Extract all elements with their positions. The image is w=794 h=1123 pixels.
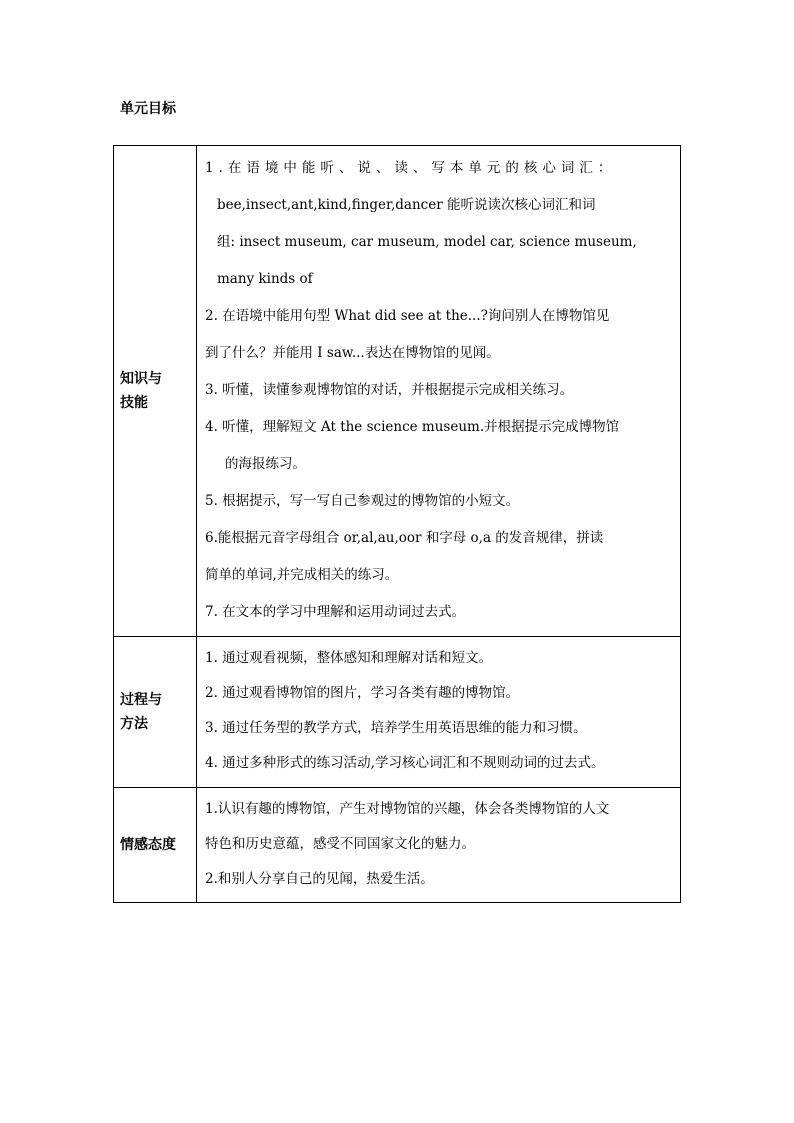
table-row-attitudes (114, 788, 681, 903)
list-item (205, 594, 676, 631)
table-row-process-methods (114, 637, 681, 788)
list-item (205, 298, 676, 372)
item-text-line: 简单的单词,并完成相关的练习。 (205, 567, 399, 583)
list-item (205, 520, 676, 594)
content-cell (197, 146, 681, 637)
item-text-line: 1.在语境中能听、说、读、写本单元的核心词汇： (205, 160, 617, 176)
unit-objectives-table (113, 145, 681, 903)
list-item: 1. 通过观看视频，整体感知和理解对话和短文。 (205, 650, 493, 666)
item-text-line: 7. 在文本的学习中理解和运用动词过去式。 (205, 604, 466, 620)
item-text-line: many kinds of (217, 271, 313, 287)
list-item (205, 372, 676, 409)
item-text-line: 特色和历史意蕴，感受不同国家文化的魅力。 (205, 836, 475, 852)
list-item: 3. 通过任务型的教学方式，培养学生用英语思维的能力和习惯。 (205, 720, 587, 736)
category-cell (114, 637, 197, 788)
category-label-attitudes: 情感态度 (120, 837, 176, 853)
table-row-knowledge-skills (114, 146, 681, 637)
item-text-line: 的海报练习。 (225, 456, 306, 472)
item-text-line: 2. 在语境中能用句型 What did see at the...?询问别人在博物馆见 (205, 308, 610, 324)
list-item: 4. 通过多种形式的练习活动,学习核心词汇和不规则动词的过去式。 (205, 755, 605, 771)
list-item (205, 409, 676, 483)
item-text-line: 1.认识有趣的博物馆，产生对博物馆的兴趣，体会各类博物馆的人文 (205, 801, 610, 817)
item-text-line: 6.能根据元音字母组合 or,al,au,oor 和字母 o,a 的发音规律，拼读 (205, 530, 604, 546)
item-text-line: 4. 听懂，理解短文 At the science museum.并根据提示完成博物馆 (205, 419, 620, 435)
content-cell (197, 637, 681, 788)
category-label-knowledge-skills: 知识与 技能 (120, 371, 162, 411)
item-text-line: 3. 听懂，读懂参观博物馆的对话，并根据提示完成相关练习。 (205, 382, 574, 398)
item-text-line: 组: insect museum, car museum, model car, science museum, (217, 234, 637, 250)
list-item (205, 483, 676, 520)
category-cell (114, 146, 197, 637)
list-item (205, 792, 676, 862)
category-label-process-methods: 过程与 方法 (120, 692, 162, 732)
content-cell (197, 788, 681, 903)
item-text-line: bee,insect,ant,kind,finger,dancer 能听说读次核心词汇和词 (217, 197, 596, 213)
list-item (205, 150, 676, 298)
list-item (205, 862, 676, 897)
list-item: 2. 通过观看博物馆的图片，学习各类有趣的博物馆。 (205, 685, 520, 701)
page-title: 单元目标 (120, 101, 176, 117)
item-text-line: 5. 根据提示，写一写自己参观过的博物馆的小短文。 (205, 493, 520, 509)
item-text-line: 到了什么？并能用 I saw...表达在博物馆的见闻。 (205, 345, 500, 361)
category-cell (114, 788, 197, 903)
item-text-line: 2.和别人分享自己的见闻，热爱生活。 (205, 871, 434, 887)
